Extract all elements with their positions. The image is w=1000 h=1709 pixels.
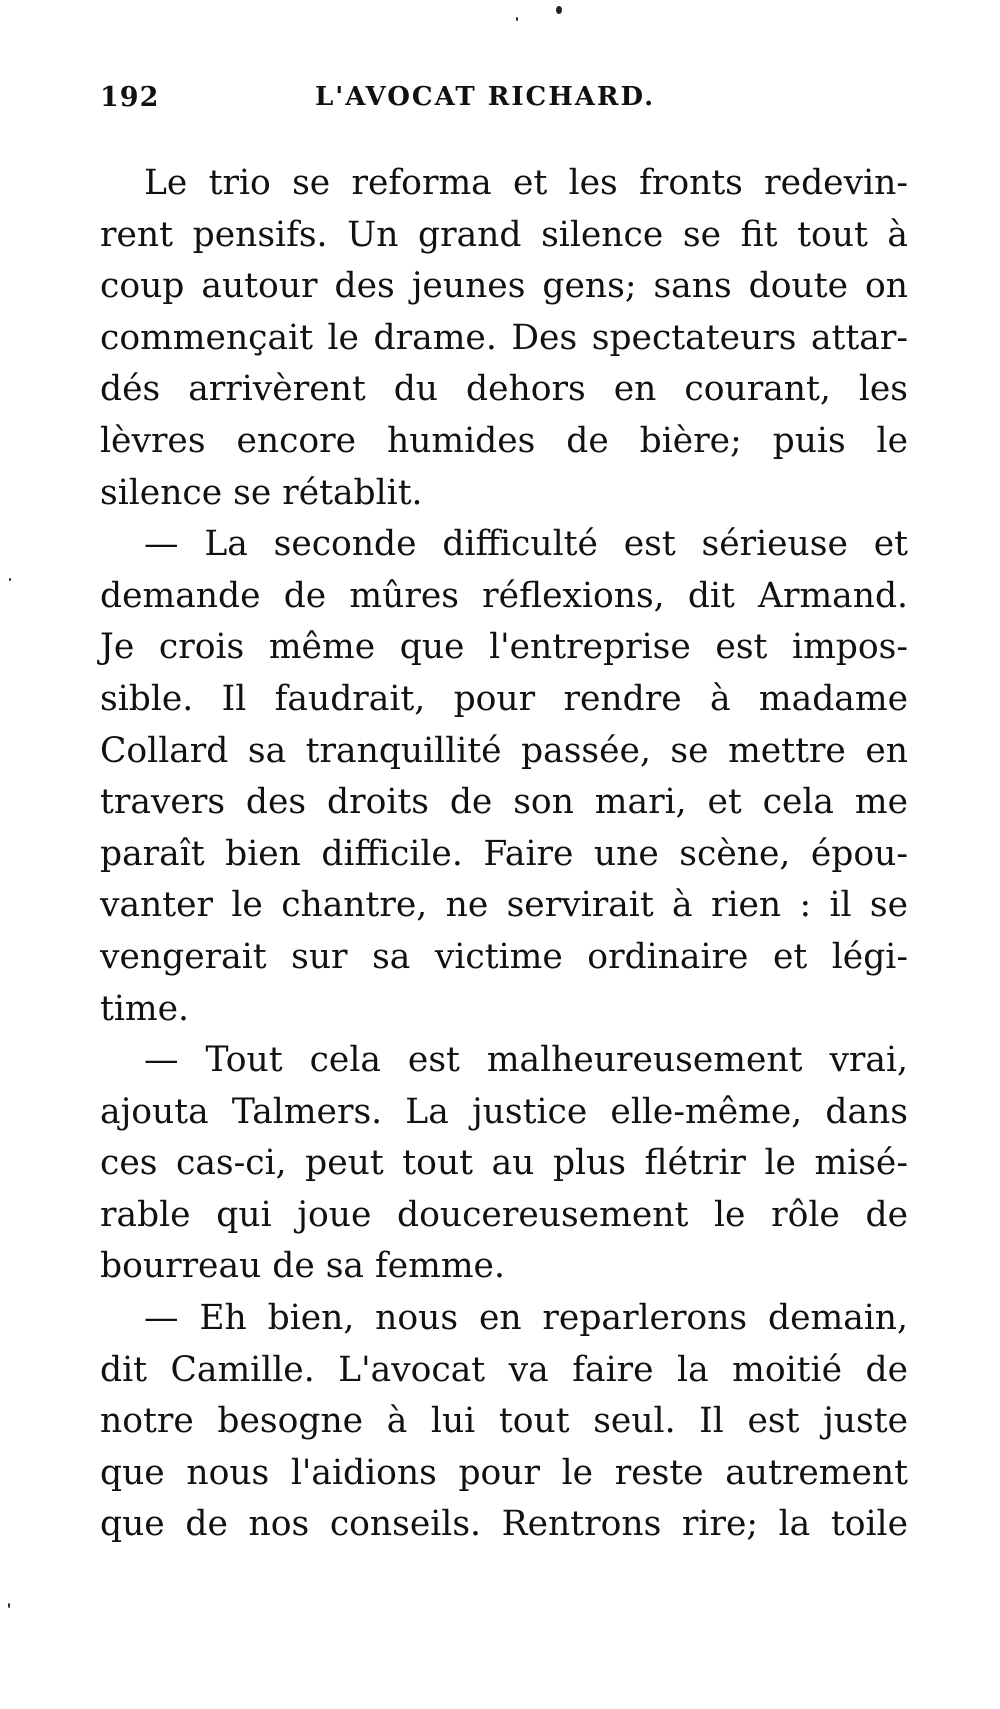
text-line: — La seconde difficulté est sérieuse et xyxy=(144,524,908,565)
ink-speck xyxy=(9,578,11,581)
ink-speck xyxy=(516,17,518,21)
text-line: que de nos conseils. Rentrons rire; la toile xyxy=(100,1504,908,1545)
text-line: lèvres encore humides de bière; puis le xyxy=(100,420,908,461)
ink-speck xyxy=(556,6,562,14)
text-line: ajouta Talmers. La justice elle-même, dans xyxy=(100,1091,908,1132)
text-line: Le trio se reforma et les fronts redevin- xyxy=(144,163,908,203)
text-line: Collard sa tranquillité passée, se mettre en xyxy=(100,730,908,771)
text-line: ces cas-ci, peut tout au plus flétrir le misé- xyxy=(100,1143,908,1184)
page-number: 192 xyxy=(100,82,160,113)
running-title: L'AVOCAT RICHARD. xyxy=(315,82,656,112)
text-line: rent pensifs. Un grand silence se fit tout à xyxy=(100,214,908,255)
text-line: time. xyxy=(100,988,189,1029)
text-line: silence se rétablit. xyxy=(100,472,423,513)
ink-speck xyxy=(8,1603,10,1608)
text-line: sible. Il faudrait, pour rendre à madame xyxy=(100,678,908,719)
text-line: coup autour des jeunes gens; sans doute on xyxy=(100,266,908,307)
text-line: notre besogne à lui tout seul. Il est juste xyxy=(100,1401,908,1442)
text-line: Je crois même que l'entreprise est impos- xyxy=(100,627,908,668)
text-line: vengerait sur sa victime ordinaire et légi- xyxy=(100,936,908,977)
text-line: commençait le drame. Des spectateurs attar- xyxy=(100,317,908,358)
text-line: vanter le chantre, ne servirait à rien : il se xyxy=(100,885,908,926)
text-line: rable qui joue doucereusement le rôle de xyxy=(100,1194,908,1235)
text-line: paraît bien difficile. Faire une scène, épou- xyxy=(100,833,908,874)
text-line: dés arrivèrent du dehors en courant, les xyxy=(100,369,908,410)
text-line: bourreau de sa femme. xyxy=(100,1246,505,1287)
body-text xyxy=(100,158,908,1551)
text-line: dit Camille. L'avocat va faire la moitié de xyxy=(100,1349,908,1390)
text-line: — Eh bien, nous en reparlerons demain, xyxy=(144,1298,908,1339)
text-line: travers des droits de son mari, et cela me xyxy=(100,782,908,823)
text-line: demande de mûres réflexions, dit Armand. xyxy=(100,575,908,616)
text-line: — Tout cela est malheureusement vrai, xyxy=(144,1040,908,1081)
text-line: que nous l'aidions pour le reste autrement xyxy=(100,1452,908,1493)
page-header xyxy=(100,82,660,122)
